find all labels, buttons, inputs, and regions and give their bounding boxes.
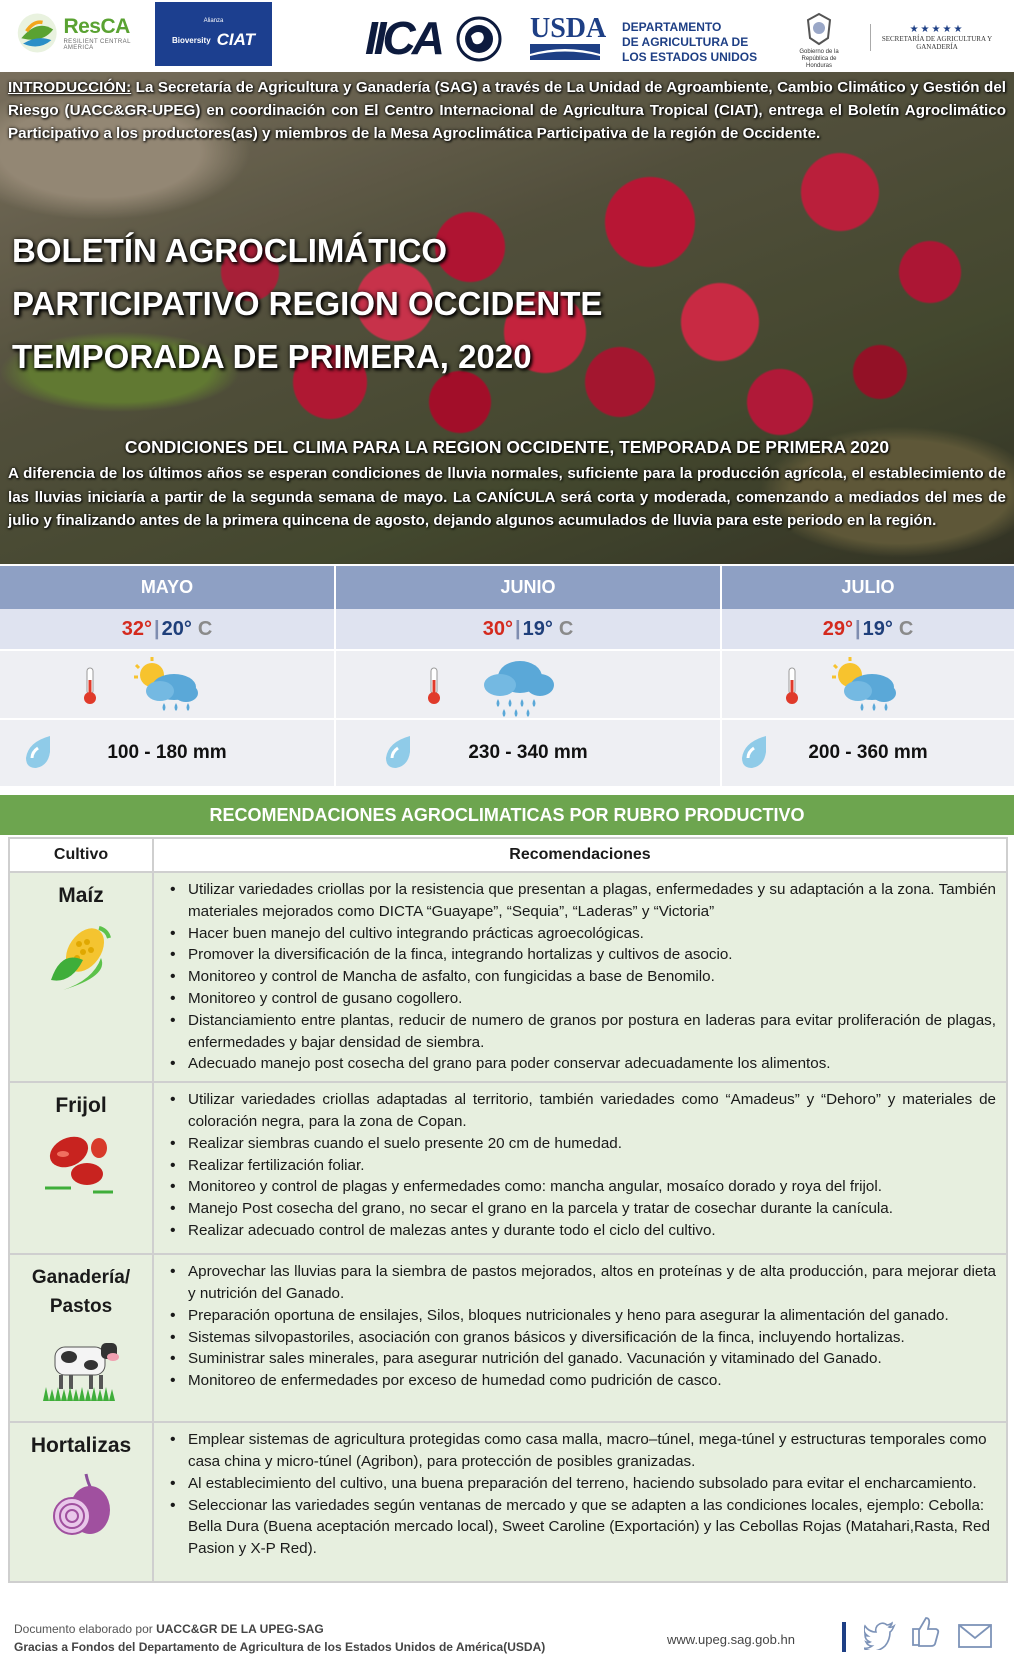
crop-cell [9, 1254, 153, 1422]
month-weather-icons [336, 651, 722, 720]
month-weather-icons [0, 651, 336, 720]
crop-name: Hortalizas [30, 1434, 132, 1458]
crop-cell [9, 872, 153, 1082]
recommendation-cell [153, 1082, 1007, 1254]
title-line-2: PARTICIPATIVO REGION OCCIDENTE [12, 285, 603, 322]
thermometer-icon [426, 666, 442, 706]
footer [0, 1590, 1014, 1670]
rainfall-value: 230 - 340 mm [468, 742, 588, 763]
usda-logo [530, 13, 607, 64]
iica-globe-icon [456, 16, 502, 62]
logo-header [0, 0, 1014, 72]
table-row [9, 1422, 1007, 1582]
thermometer-icon [82, 666, 98, 706]
bioversity-name: Bioversity [171, 35, 211, 45]
onion-icon [46, 1470, 116, 1540]
dept-line-2: DE AGRICULTURA DE [622, 35, 749, 49]
alianza-logo [155, 2, 272, 66]
like-icon[interactable] [910, 1614, 940, 1648]
raindrop-icon [20, 732, 56, 772]
month-name: JUNIO [336, 566, 722, 609]
sag-stars: ★★★★★ [909, 24, 965, 35]
footer-credit [14, 1622, 324, 1636]
temp-unit: C [558, 617, 574, 640]
table-row [9, 872, 1007, 1082]
corn-icon [43, 920, 119, 996]
honduras-text: Gobierno de la República de Honduras [799, 49, 839, 69]
usda-department [622, 20, 772, 65]
thermometer-icon [784, 666, 800, 706]
title-line-3: TEMPORADA DE PRIMERA, 2020 [12, 338, 532, 375]
raindrop-icon [736, 732, 772, 772]
list-item: • Al establecimiento del cultivo, una buena preparación del terreno, haciendo subsolado para evitar el encharcamiento. [170, 1473, 996, 1495]
recommendation-cell [153, 1254, 1007, 1422]
mail-icon[interactable] [958, 1624, 992, 1648]
month-column [336, 566, 722, 792]
list-item: • Utilizar variedades criollas por la resistencia que presentan a plagas, enfermedades y su adaptación a la zona. También materiales mejorados como DICTA “Guayape”, “Sequia”, “Laderas” y “Victoria” [170, 879, 996, 923]
temp-unit: C [197, 617, 213, 640]
list-item: • Monitoreo y control de plagas y enfermedades como: mancha angular, mosaíco dorado y roya del frijol. [170, 1176, 996, 1198]
list-item: • Monitoreo y control de gusano cogollero. [170, 988, 996, 1010]
crop-name: Frijol [55, 1094, 107, 1118]
list-item: • Distanciamiento entre plantas, reducir de numero de granos por postura en laderas para evitar proliferación de plagas, enfermedades y bajar densidad de siembra. [170, 1010, 996, 1054]
month-temperature [336, 609, 722, 651]
partly-cloudy-rain-icon [128, 655, 208, 717]
crop-name: Ganadería/ Pastos [31, 1267, 131, 1318]
temp-separator: | [153, 617, 160, 640]
temp-high: 32° [121, 617, 152, 640]
temp-low: 20° [161, 617, 192, 640]
temp-high: 30° [482, 617, 513, 640]
title-line-1: BOLETÍN AGROCLIMÁTICO [12, 232, 448, 269]
list-item: • Preparación oportuna de ensilajes, Silos, bloques nutricionales y heno para asegurar la alimentación del ganado. [170, 1305, 996, 1327]
climate-heading: CONDICIONES DEL CLIMA PARA LA REGION OCCIDENTE, TEMPORADA DE PRIMERA 2020 [124, 437, 890, 457]
rainfall-value: 100 - 180 mm [107, 742, 227, 763]
monthly-forecast [0, 566, 1014, 792]
alianza-label: Alianza [203, 18, 224, 24]
footer-divider [842, 1622, 846, 1652]
list-item: • Realizar adecuado control de malezas antes y durante todo el ciclo del cultivo. [170, 1220, 996, 1242]
list-item: • Seleccionar las variedades según ventanas de mercado y que se adapten a las condiciones locales, ejemplo: Cebolla: Bella Dura (Buena aceptación mercado local), Sweet Caroline (Exportación) y las Cebollas Rojas (Matahari,Rasta, Red Pasion y X-P Red). [170, 1495, 996, 1560]
column-header-recommendations: Recomendaciones [153, 838, 1007, 872]
hero-banner [0, 72, 1014, 564]
temp-separator: | [854, 617, 861, 640]
crop-cell [9, 1422, 153, 1582]
temp-high: 29° [822, 617, 853, 640]
resca-logo [16, 8, 151, 58]
intro-paragraph [8, 76, 1006, 145]
month-rainfall [336, 720, 722, 786]
month-column [722, 566, 1014, 792]
temp-low: 19° [862, 617, 893, 640]
recommendation-cell [153, 872, 1007, 1082]
climate-text: A diferencia de los últimos años se esperan condiciones de lluvia normales, suficiente para la producción agrícola, el establecimiento de las lluvias iniciaría a partir de la segunda semana de mayo. La CANÍCULA será corta y moderada, comenzando a mediados del mes de julio y finalizando antes de la primera quincena de agosto, dejando algunos acumulados de lluvia para este periodo en la región. [8, 465, 1006, 529]
resca-subtitle: RESILIENT CENTRAL AMERICA [63, 39, 131, 51]
bean-icon [41, 1130, 121, 1200]
list-item: • Utilizar variedades criollas adaptadas al territorio, también variedades como “Amadeus” y “Dehoro” y materiales de coloración negra, para la zona de Copan. [170, 1089, 996, 1133]
rainfall-value: 200 - 360 mm [808, 742, 928, 763]
recommendation-cell [153, 1422, 1007, 1582]
temp-unit: C [898, 617, 914, 640]
table-row [9, 1254, 1007, 1422]
recommendations-heading: RECOMENDACIONES AGROCLIMATICAS POR RUBRO PRODUCTIVO [0, 795, 1014, 835]
table-row [9, 1082, 1007, 1254]
usda-wordmark: USDA [530, 13, 607, 44]
list-item: • Sistemas silvopastoriles, asociación con granos básicos y diversificación de la finca, incluyendo hortalizas. [170, 1327, 996, 1349]
temp-separator: | [514, 617, 521, 640]
cow-icon [39, 1331, 123, 1403]
list-item: • Aprovechar las lluvias para la siembra de pastos mejorados, altos en proteínas y de alta producción, para mejorar dieta y nutrición del Ganado. [170, 1261, 996, 1305]
list-item: • Realizar fertilización foliar. [170, 1155, 996, 1177]
resca-leaf-icon [16, 9, 58, 57]
month-rainfall [0, 720, 336, 786]
table-header-row [9, 838, 1007, 872]
website-link[interactable]: www.upeg.sag.gob.hn [667, 1632, 795, 1647]
iica-logo: IICA [365, 12, 441, 64]
intro-lead: INTRODUCCIÓN: [8, 79, 132, 96]
crop-name: Maíz [58, 884, 104, 907]
list-item: • Emplear sistemas de agricultura protegidas como casa malla, macro–túnel, mega-túnel y estructuras temporales como casa china y micro-túnel (Agribon), para protección de posibles granizadas. [170, 1429, 996, 1473]
month-column [0, 566, 336, 792]
bulletin-title [12, 224, 602, 383]
list-item: • Hacer buen manejo del cultivo integrando prácticas agroecológicas. [170, 923, 996, 945]
resca-name: ResCA [63, 15, 130, 38]
list-item: • Suministrar sales minerales, para asegurar nutrición del ganado. Vacunación y vitaminado del Ganado. [170, 1348, 996, 1370]
list-item: • Adecuado manejo post cosecha del grano para poder conservar adecuadamente los alimentos. [170, 1053, 996, 1075]
recommendation-list [154, 1083, 1006, 1248]
raindrop-icon [380, 732, 416, 772]
recommendation-list [154, 1255, 1006, 1398]
list-item: • Realizar siembras cuando el suelo presente 20 cm de humedad. [170, 1133, 996, 1155]
footer-credit-org: UACC&GR DE LA UPEG-SAG [156, 1622, 324, 1636]
partly-cloudy-rain-icon [826, 655, 906, 717]
heavy-rain-icon [476, 655, 560, 721]
dept-line-3: LOS ESTADOS UNIDOS [622, 50, 758, 64]
recommendations-table [8, 837, 1008, 1583]
temp-low: 19° [522, 617, 553, 640]
column-header-crop: Cultivo [9, 838, 153, 872]
crop-cell [9, 1082, 153, 1254]
usda-field-icon [530, 44, 600, 60]
dept-line-1: DEPARTAMENTO [622, 20, 722, 34]
month-name: MAYO [0, 566, 336, 609]
honduras-logo [788, 12, 850, 68]
recommendation-list [154, 873, 1006, 1081]
list-item: • Monitoreo de enfermedades por exceso de humedad como pudrición de casco. [170, 1370, 996, 1392]
ciat-name: CIAT [216, 30, 256, 49]
footer-funding: Gracias a Fondos del Departamento de Agricultura de los Estados Unidos de América(USDA) [14, 1640, 546, 1654]
sag-logo [870, 24, 995, 51]
intro-text: La Secretaría de Agricultura y Ganadería (SAG) a través de La Unidad de Agroambiente, Cambio Climático y Gestión del Riesgo (UACC&GR-UPEG) en coordinación con El Centro Internacional de Agricultura Tropical (CIAT), entrega el Boletín Agroclimático Participativo a los productores(as) y miembros de la Mesa Agroclimática Participativa de la región de Occidente. [8, 79, 1006, 142]
twitter-icon[interactable] [864, 1620, 896, 1650]
recommendation-list [154, 1423, 1006, 1566]
month-temperature [0, 609, 336, 651]
month-rainfall [722, 720, 1014, 786]
list-item: • Manejo Post cosecha del grano, no secar el grano en la parcela y tratar de cosechar durante la canícula. [170, 1198, 996, 1220]
sag-text: SECRETARÍA DE AGRICULTURA Y GANADERÍA [881, 35, 993, 51]
honduras-seal-icon [804, 12, 834, 46]
list-item: • Promover la diversificación de la finca, integrando hortalizas y cultivos de asocio. [170, 944, 996, 966]
month-temperature [722, 609, 1014, 651]
footer-credit-prefix: Documento elaborado por [14, 1622, 157, 1636]
list-item: • Monitoreo y control de Mancha de asfalto, con fungicidas a base de Benomilo. [170, 966, 996, 988]
month-weather-icons [722, 651, 1014, 720]
month-name: JULIO [722, 566, 1014, 609]
